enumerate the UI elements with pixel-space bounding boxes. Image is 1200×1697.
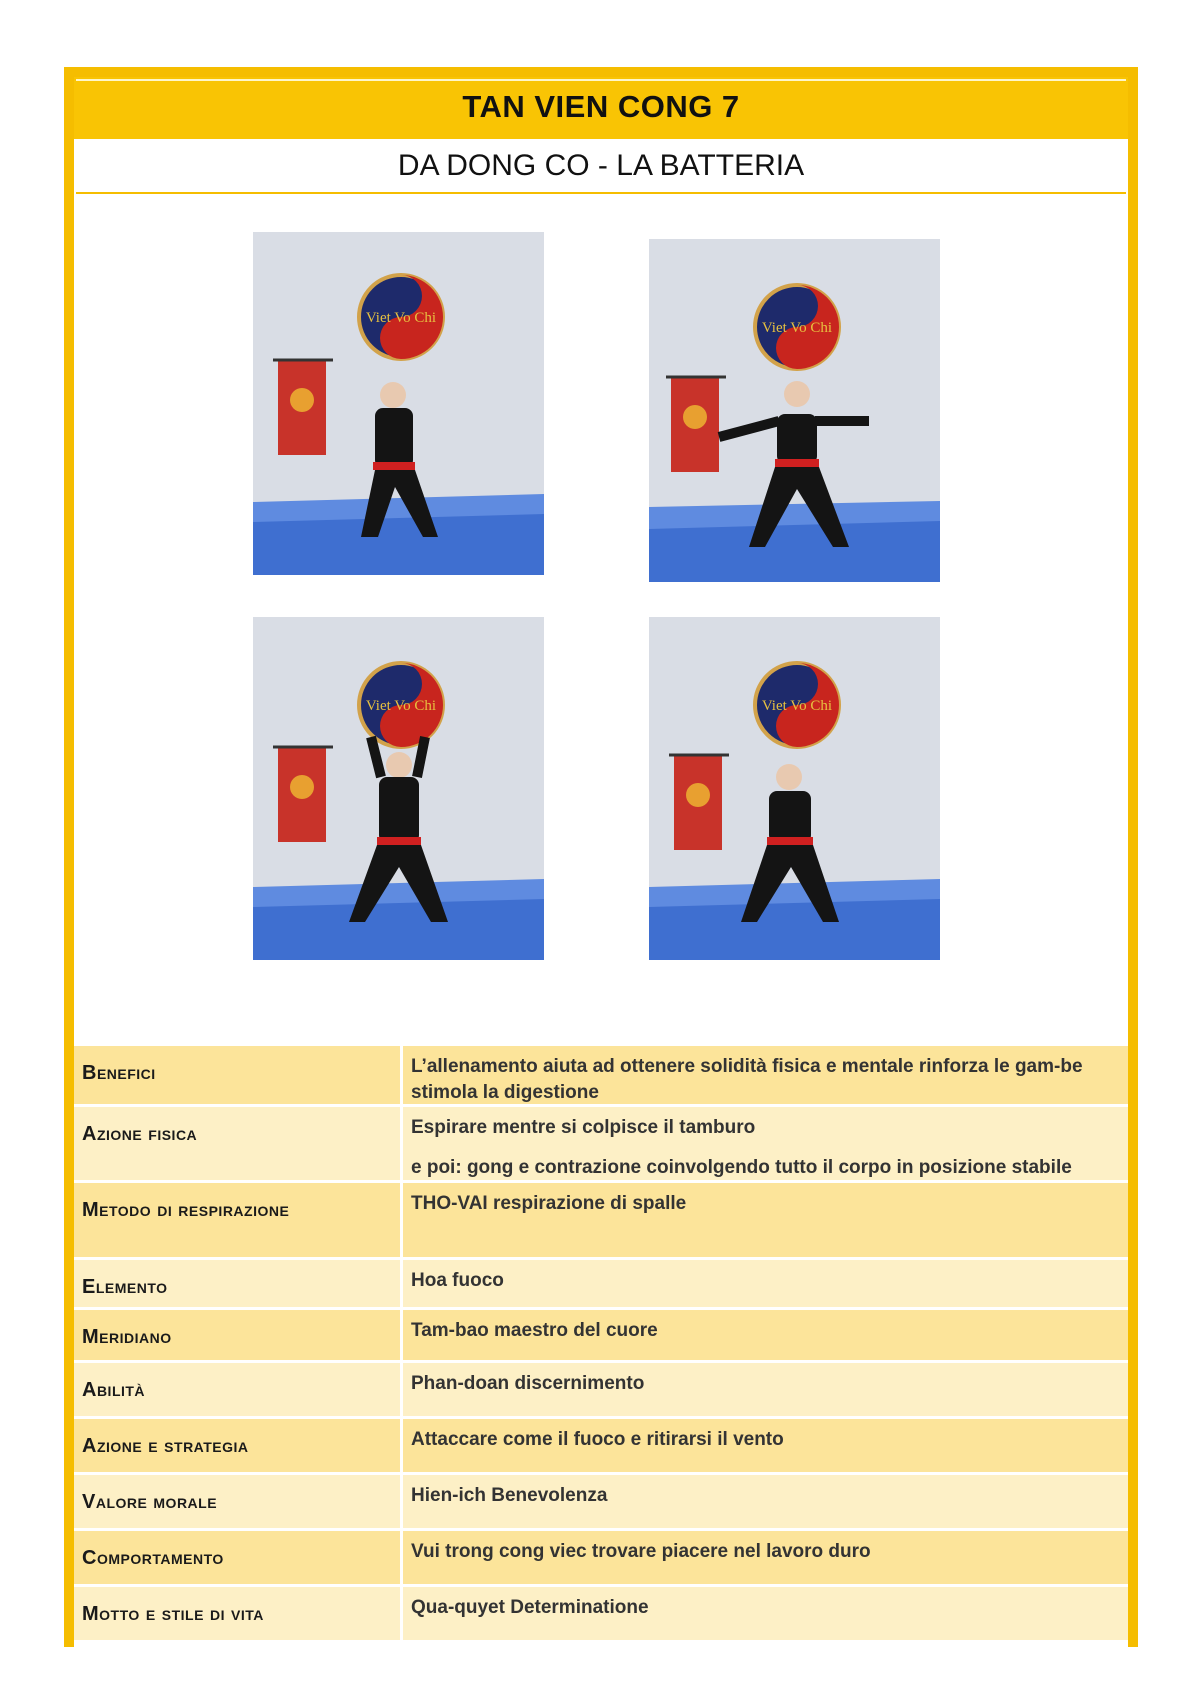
- svg-text:Viet Vo Chi: Viet Vo Chi: [761, 320, 833, 336]
- subtitle-bar: [76, 139, 1126, 194]
- table-row: [74, 1363, 1128, 1419]
- row-label: Valore morale: [74, 1475, 403, 1528]
- table-row: [74, 1475, 1128, 1531]
- photo-pose-2: [649, 239, 940, 582]
- title-rule: [76, 79, 1126, 81]
- row-value: L’allenamento aiuta ad ottenere solidità fisica e mentale rinforza le gam-be stimola la digestione: [411, 1056, 1083, 1103]
- page-subtitle: DA DONG CO - LA BATTERIA: [397, 149, 805, 182]
- table-row: [74, 1587, 1128, 1643]
- row-label: Abilità: [74, 1363, 403, 1416]
- row-label: Azione fisica: [74, 1107, 403, 1180]
- row-value-line2: e poi: gong e contrazione coinvolgendo tutto il corpo in posizione stabile: [411, 1157, 1072, 1178]
- row-value: THO-VAI respirazione di spalle: [411, 1193, 687, 1214]
- photo-pose-4: [649, 617, 940, 960]
- table-row: [74, 1531, 1128, 1587]
- table-row: [74, 1183, 1128, 1260]
- table-row: [74, 1046, 1128, 1107]
- row-label: Metodo di respirazione: [74, 1183, 403, 1257]
- row-value: Qua-quyet Determinatione: [411, 1597, 649, 1618]
- svg-text:Viet Vo Chi: Viet Vo Chi: [761, 698, 833, 714]
- row-value: Phan-doan discernimento: [411, 1373, 645, 1394]
- table-row: [74, 1310, 1128, 1363]
- row-label: Benefici: [74, 1046, 403, 1104]
- row-value: Vui trong cong viec trovare piacere nel lavoro duro: [411, 1541, 871, 1562]
- row-value: Attaccare come il fuoco e ritirarsi il vento: [411, 1429, 784, 1450]
- table-row: [74, 1107, 1128, 1183]
- row-label: Motto e stile di vita: [74, 1587, 403, 1640]
- row-value: Hien-ich Benevolenza: [411, 1485, 608, 1506]
- row-label: Meridiano: [74, 1310, 403, 1360]
- row-value: Tam-bao maestro del cuore: [411, 1320, 658, 1341]
- row-label: Comportamento: [74, 1531, 403, 1584]
- title-bar: [74, 77, 1128, 139]
- row-value: [403, 1107, 1128, 1180]
- page-title: TAN VIEN CONG 7: [462, 89, 740, 124]
- row-value-line1: Espirare mentre si colpisce il tamburo: [411, 1117, 756, 1138]
- photo-pose-1: [253, 232, 544, 575]
- table-row: [74, 1260, 1128, 1310]
- row-value: Hoa fuoco: [411, 1270, 504, 1291]
- logo-text: Viet Vo Chi: [365, 310, 437, 326]
- table-row: [74, 1419, 1128, 1475]
- row-label: Elemento: [74, 1260, 403, 1307]
- info-table: [74, 1046, 1128, 1643]
- row-label: Azione e strategia: [74, 1419, 403, 1472]
- photo-pose-3: [253, 617, 544, 960]
- svg-text:Viet Vo Chi: Viet Vo Chi: [365, 698, 437, 714]
